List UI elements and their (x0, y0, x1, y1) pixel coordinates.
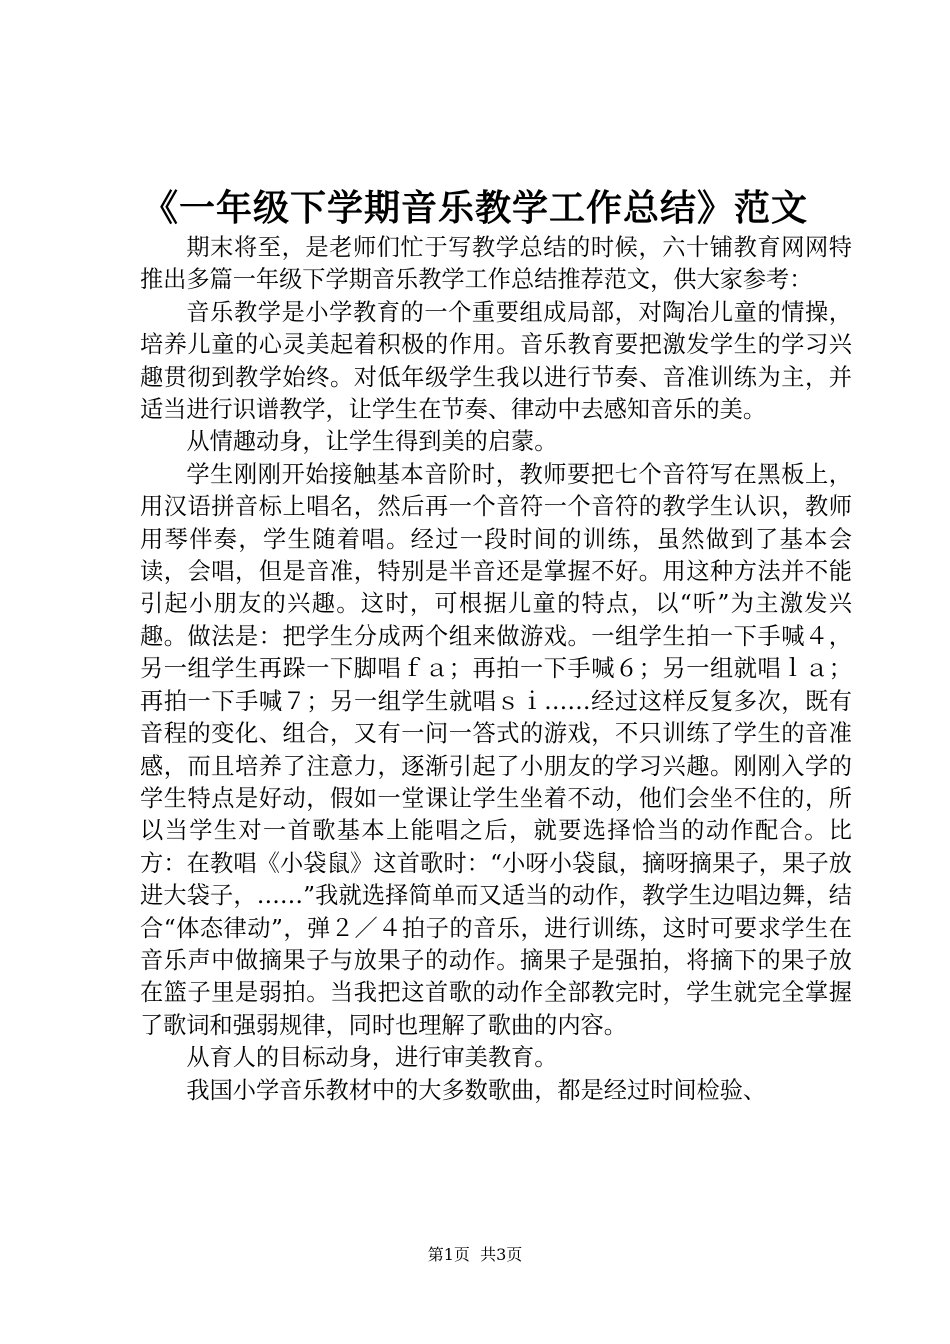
paragraph-intro: 期末将至，是老师们忙于写教学总结的时候，六十铺教育网网特推出多篇一年级下学期音乐教学工作总结推荐范文，供大家参考： (140, 234, 852, 294)
page-total: 共3页 (480, 1245, 523, 1264)
section-heading: 从育人的目标动身，进行审美教育。 (186, 1044, 558, 1072)
paragraph: 学生刚刚开始接触基本音阶时，教师要把七个音符写在黑板上，用汉语拼音标上唱名，然后再一个音符一个音符的教学生认识，教师用琴伴奏，学生随着唱。经过一段时间的训练，虽然做到了基本会读，会唱，但是音准，特别是半音还是掌握不好。用这种方法并不能引起小朋友的兴趣。这时，可根据儿童的特点，以“听”为主激发兴趣。做法是：把学生分成两个组来做游戏。一组学生拍一下手喊４，另一组学生再跺一下脚唱ｆａ；再拍一下手喊６；另一组就唱ｌａ；再拍一下手喊７；另一组学生就唱ｓｉ……经过这样反复多次，既有音程的变化、组合，又有一问一答式的游戏，不只训练了学生的音准感，而且培养了注意力，逐渐引起了小朋友的学习兴趣。刚刚入学的学生特点是好动，假如一堂课让学生坐着不动，他们会坐不住的，所以当学生对一首歌基本上能唱之后，就要选择恰当的动作配合。比方：在教唱《小袋鼠》这首歌时：“小呀小袋鼠，摘呀摘果子，果子放进大袋子，……”我就选择简单而又适当的动作，教学生边唱边舞，结合“体态律动”，弹２／４拍子的音乐，进行训练，这时可要求学生在音乐声中做摘果子与放果子的动作。摘果子是强拍，将摘下的果子放在篮子里是弱拍。当我把这首歌的动作全部教完时，学生就完全掌握了歌词和强弱规律，同时也理解了歌曲的内容。 (140, 460, 852, 1039)
paragraph: 音乐教学是小学教育的一个重要组成局部，对陶冶儿童的情操，培养儿童的心灵美起着积极的作用。音乐教育要把激发学生的学习兴趣贯彻到教学始终。对低年级学生我以进行节奏、音准训练为主，并适当进行识谱教学，让学生在节奏、律动中去感知音乐的美。 (140, 298, 852, 424)
document-body (140, 232, 852, 1107)
paragraph: 我国小学音乐教材中的大多数歌曲，都是经过时间检验、 (186, 1076, 767, 1104)
section-heading: 从情趣动身，让学生得到美的启蒙。 (186, 428, 558, 456)
document-title: 《一年级下学期音乐教学工作总结》范文 (141, 187, 808, 229)
page-footer (0, 1244, 950, 1266)
page-number: 第1页 (427, 1245, 470, 1264)
